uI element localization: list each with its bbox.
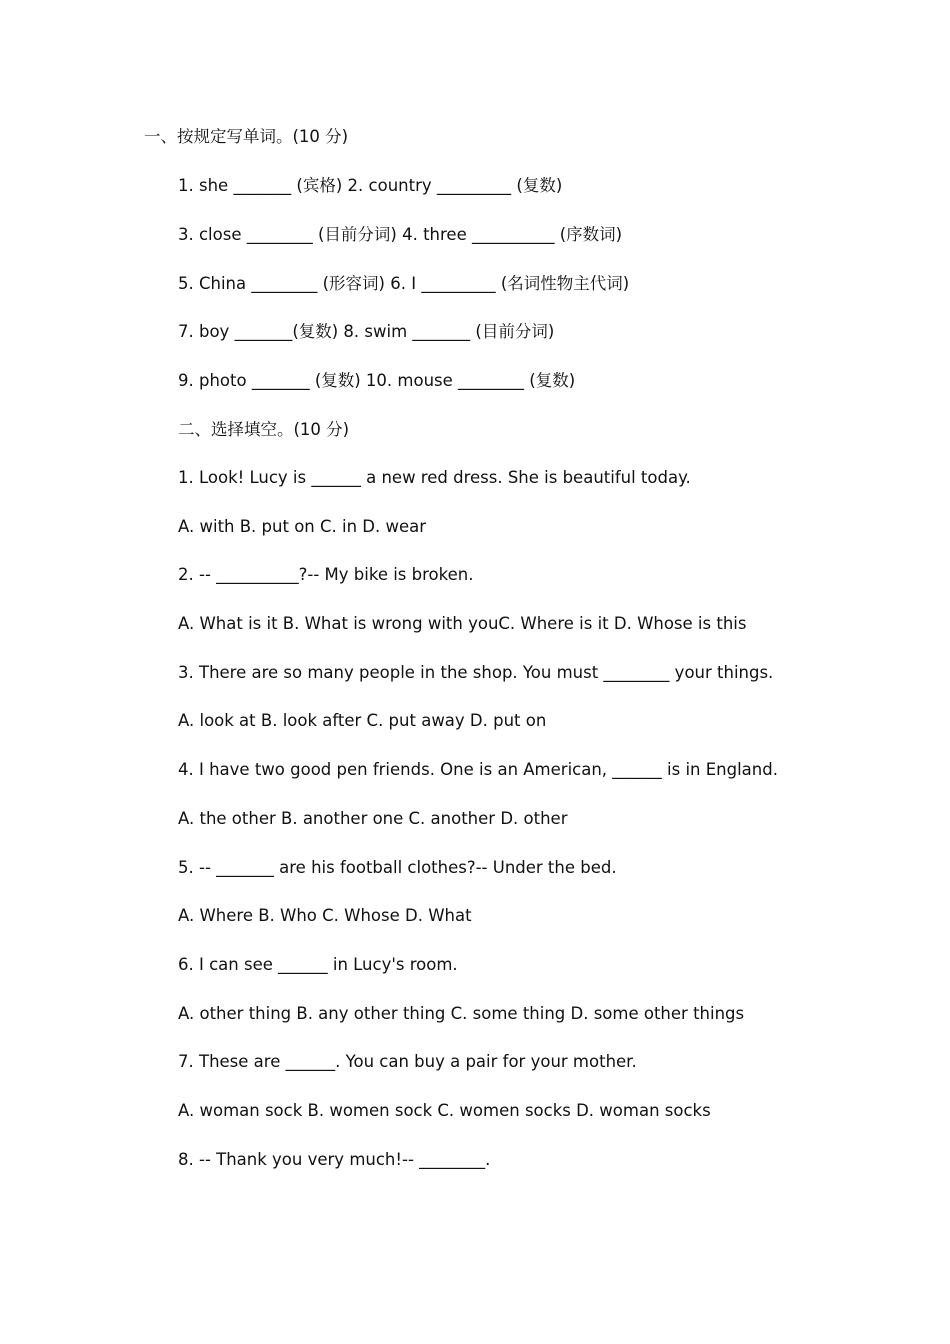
question-options: A. look at B. look after C. put away D. put on bbox=[178, 711, 547, 730]
section-1-heading: 一、按规定写单词。(10 分) bbox=[144, 127, 349, 146]
question-options: A. woman sock B. women sock C. women socks D. woman socks bbox=[178, 1101, 711, 1120]
question-text: 6. I can see ______ in Lucy's room. bbox=[178, 955, 458, 974]
question-text: 4. I have two good pen friends. One is an American, ______ is in England. bbox=[178, 760, 778, 779]
question-options: A. the other B. another one C. another D. other bbox=[178, 809, 568, 828]
question-text: 8. -- Thank you very much!-- ________. bbox=[178, 1150, 491, 1169]
section-1-item: 1. she _______ (宾格) 2. country _________ (复数) bbox=[178, 176, 563, 195]
question-text: 5. -- _______ are his football clothes?-- Under the bed. bbox=[178, 858, 617, 877]
section-2-heading: 二、选择填空。(10 分) bbox=[178, 420, 350, 439]
question-options: A. with B. put on C. in D. wear bbox=[178, 517, 427, 536]
section-1-item: 5. China ________ (形容词) 6. I _________ (名词性物主代词) bbox=[178, 274, 630, 293]
section-1-item: 9. photo _______ (复数) 10. mouse ________ (复数) bbox=[178, 371, 576, 390]
question-options: A. other thing B. any other thing C. some thing D. some other things bbox=[178, 1004, 745, 1023]
question-options: A. What is it B. What is wrong with youC. Where is it D. Whose is this bbox=[178, 614, 747, 633]
section-1-item: 3. close ________ (目前分词) 4. three __________ (序数词) bbox=[178, 225, 623, 244]
question-options: A. Where B. Who C. Whose D. What bbox=[178, 906, 472, 925]
question-text: 2. -- __________?-- My bike is broken. bbox=[178, 565, 474, 584]
question-text: 1. Look! Lucy is ______ a new red dress. She is beautiful today. bbox=[178, 468, 691, 487]
question-text: 3. There are so many people in the shop. You must ________ your things. bbox=[178, 663, 774, 682]
section-1-item: 7. boy _______(复数) 8. swim _______ (目前分词) bbox=[178, 322, 555, 341]
question-text: 7. These are ______. You can buy a pair for your mother. bbox=[178, 1052, 637, 1071]
